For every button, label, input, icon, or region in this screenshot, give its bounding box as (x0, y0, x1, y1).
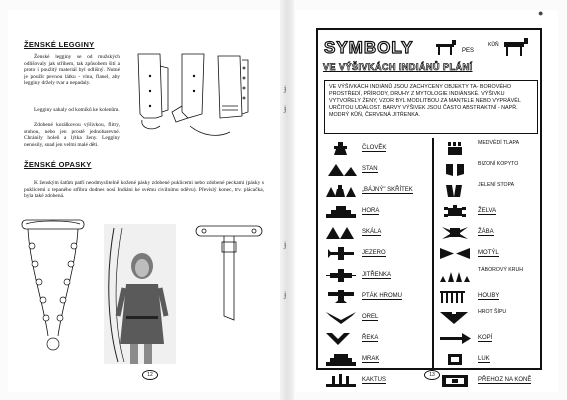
symbol-label: ŽELVA (478, 208, 497, 215)
symbol-label: JEZERO (362, 250, 386, 257)
binding-mark: ɉ (284, 240, 287, 249)
symbol-label: HOUBY (478, 292, 500, 299)
symbol-label: SKÁLA (362, 229, 382, 236)
symbol-label: STAN (362, 166, 378, 173)
cloud-icon (324, 352, 358, 367)
section-title-belts: ŽENSKÉ OPASKY (24, 160, 92, 169)
leggings-paragraph-1: Ženské legginy se od mužských odlišovaly jak střihem, tak způsobem šití a proto i použitý materiál byl odlišný. Nutné je použít pevnou látku - vlnu, flanel, aby legginy držely tvar a nepadaly. (24, 54, 120, 86)
symbol-row (322, 138, 431, 159)
symbol-label: JELENÍ STOPA (478, 182, 515, 189)
page-number-right: 13 (424, 370, 440, 380)
page-number-left: 12 (142, 370, 158, 380)
symbol-row (434, 307, 541, 328)
leggings-paragraph-3: Zdobené korálkovou výšivkou, flitry, stuhou, nebo jen prostě jednobarevné. Chránily holeň a lýtka ženy. Legginy nenosily, snad jen velmi malé děti. (24, 122, 120, 148)
symbol-label: PTÁK HROMU (362, 292, 403, 299)
horse-blanket-icon (438, 373, 472, 388)
header-dog-label: PES (462, 48, 475, 54)
sprite-icon (324, 183, 358, 198)
person-icon (324, 141, 358, 156)
lake-icon (324, 246, 358, 261)
symbol-row (434, 180, 541, 201)
symbol-row (322, 370, 431, 391)
symbol-label: PŘEHOZ NA KONĚ (478, 377, 532, 384)
symbol-label: ŘEKA (362, 334, 379, 341)
symbol-row (322, 286, 431, 307)
right-page (296, 10, 558, 392)
symbol-row (322, 222, 431, 243)
bear-paw-icon (438, 141, 472, 156)
symbol-row (434, 328, 541, 349)
binding-mark: ɉ (284, 84, 287, 93)
bison-hoof-icon (438, 162, 472, 177)
buckle-belt-illustration (194, 220, 264, 330)
corner-mark: ● (538, 8, 544, 18)
symbol-row (322, 201, 431, 222)
symbols-title: SYMBOLY (324, 38, 414, 57)
symbol-row (322, 243, 431, 264)
turtle-icon (438, 204, 472, 219)
header-glyphs (432, 36, 540, 60)
symbol-label: OREL (362, 313, 379, 320)
symbol-row (322, 180, 431, 201)
leggings-illustration (130, 46, 270, 146)
tent-icon (324, 162, 358, 177)
symbol-row (322, 265, 431, 286)
symbol-label: TÁBOROVÝ KRUH (478, 266, 523, 273)
bow-icon (438, 352, 472, 367)
symbols-subtitle: VE VÝŠIVKÁCH INDIÁNŮ PLÁNÍ (323, 62, 473, 72)
symbol-label: KAKTUS (362, 377, 387, 384)
symbol-row (322, 328, 431, 349)
symbol-row (434, 370, 541, 391)
cactus-icon (324, 373, 358, 388)
symbol-label: HROT ŠÍPU (478, 308, 507, 315)
arrowhead-icon (438, 310, 472, 325)
symbol-row (434, 265, 541, 286)
header-horse-label: KŮŇ (488, 42, 499, 48)
symbol-label: ČLOVĚK (362, 145, 387, 151)
beaded-belt-illustration (18, 216, 88, 356)
symbol-label: ŽÁBA (478, 229, 494, 236)
section-title-leggings: ŽENSKÉ LEGGINY (24, 40, 95, 49)
symbol-row (434, 201, 541, 222)
symbol-row (434, 286, 541, 307)
river-icon (324, 331, 358, 346)
camp-circle-icon (438, 268, 472, 283)
symbols-column-left (322, 138, 431, 384)
spear-icon (438, 331, 472, 346)
symbol-row (434, 222, 541, 243)
symbol-row (322, 307, 431, 328)
photo-of-girl (104, 224, 176, 364)
binding-mark: ɉ (284, 290, 287, 299)
symbol-label: BIZONÍ KOPYTO (478, 161, 519, 168)
symbol-label: HORA (362, 208, 380, 215)
morning-star-icon (324, 268, 358, 283)
symbol-row (434, 349, 541, 370)
mountain-icon (324, 204, 358, 219)
symbol-row (434, 159, 541, 180)
book-gutter (280, 0, 294, 400)
belts-paragraph: K ženským šatům patří neodmyslitelně kožené pásky zdobené puklicemi nebo zdobené peckami (pásky s puklicemi z tepaného stříbra dodnes nosí Indiáni ke svému civilnímu oděvu). Převislý konec, trv. plácačka, byla také zdobená. (24, 180, 264, 199)
binding-mark: ɉ (284, 104, 287, 113)
butterfly-icon (438, 246, 472, 261)
eagle-icon (324, 310, 358, 325)
deer-track-icon (438, 183, 472, 198)
left-page (8, 10, 280, 392)
thunderbird-icon (324, 289, 358, 304)
symbol-label: KOPÍ (478, 334, 493, 341)
symbol-label: „BÁJNÝ" SKŘÍTEK (362, 187, 413, 194)
intro-box: VE VÝŠIVKÁCH INDIÁNŮ JSOU ZACHYCENY OBJEKTY TA- BOROVÉHO PROSTŘEDÍ, PŘÍRODY, DRUHY Z MYTOLOGIE INDIÁNSKÉ. VÝŠIVKU VYTVOŘELY ŽENY, VZOR BYL MODLITBOU ZA MANTELE NEBO VYPRÁVĚL URČITOU UDÁLOST. BARVY VÝŠIVEK JSOU ČASTO ABSTRAKTNÍ - NAPŘ. MODRÝ KŮŇ, ČERVENÁ JITŘENKA. (324, 80, 538, 134)
leggings-paragraph-2: Legginy sahaly od kotníků ke kolenům. (34, 107, 120, 113)
symbol-label: MRAK (362, 355, 380, 362)
symbol-label: MEDVĚDÍ TLAPA (478, 140, 520, 146)
symbol-label: MOTÝL (478, 250, 499, 257)
rock-icon (324, 225, 358, 240)
frog-icon (438, 225, 472, 240)
symbol-row (322, 349, 431, 370)
symbol-label: LUK (478, 355, 490, 362)
symbol-row (322, 159, 431, 180)
symbol-label: JITŘENKA (362, 271, 392, 278)
mushrooms-icon (438, 289, 472, 304)
symbol-row (434, 138, 541, 159)
symbol-row (434, 243, 541, 264)
